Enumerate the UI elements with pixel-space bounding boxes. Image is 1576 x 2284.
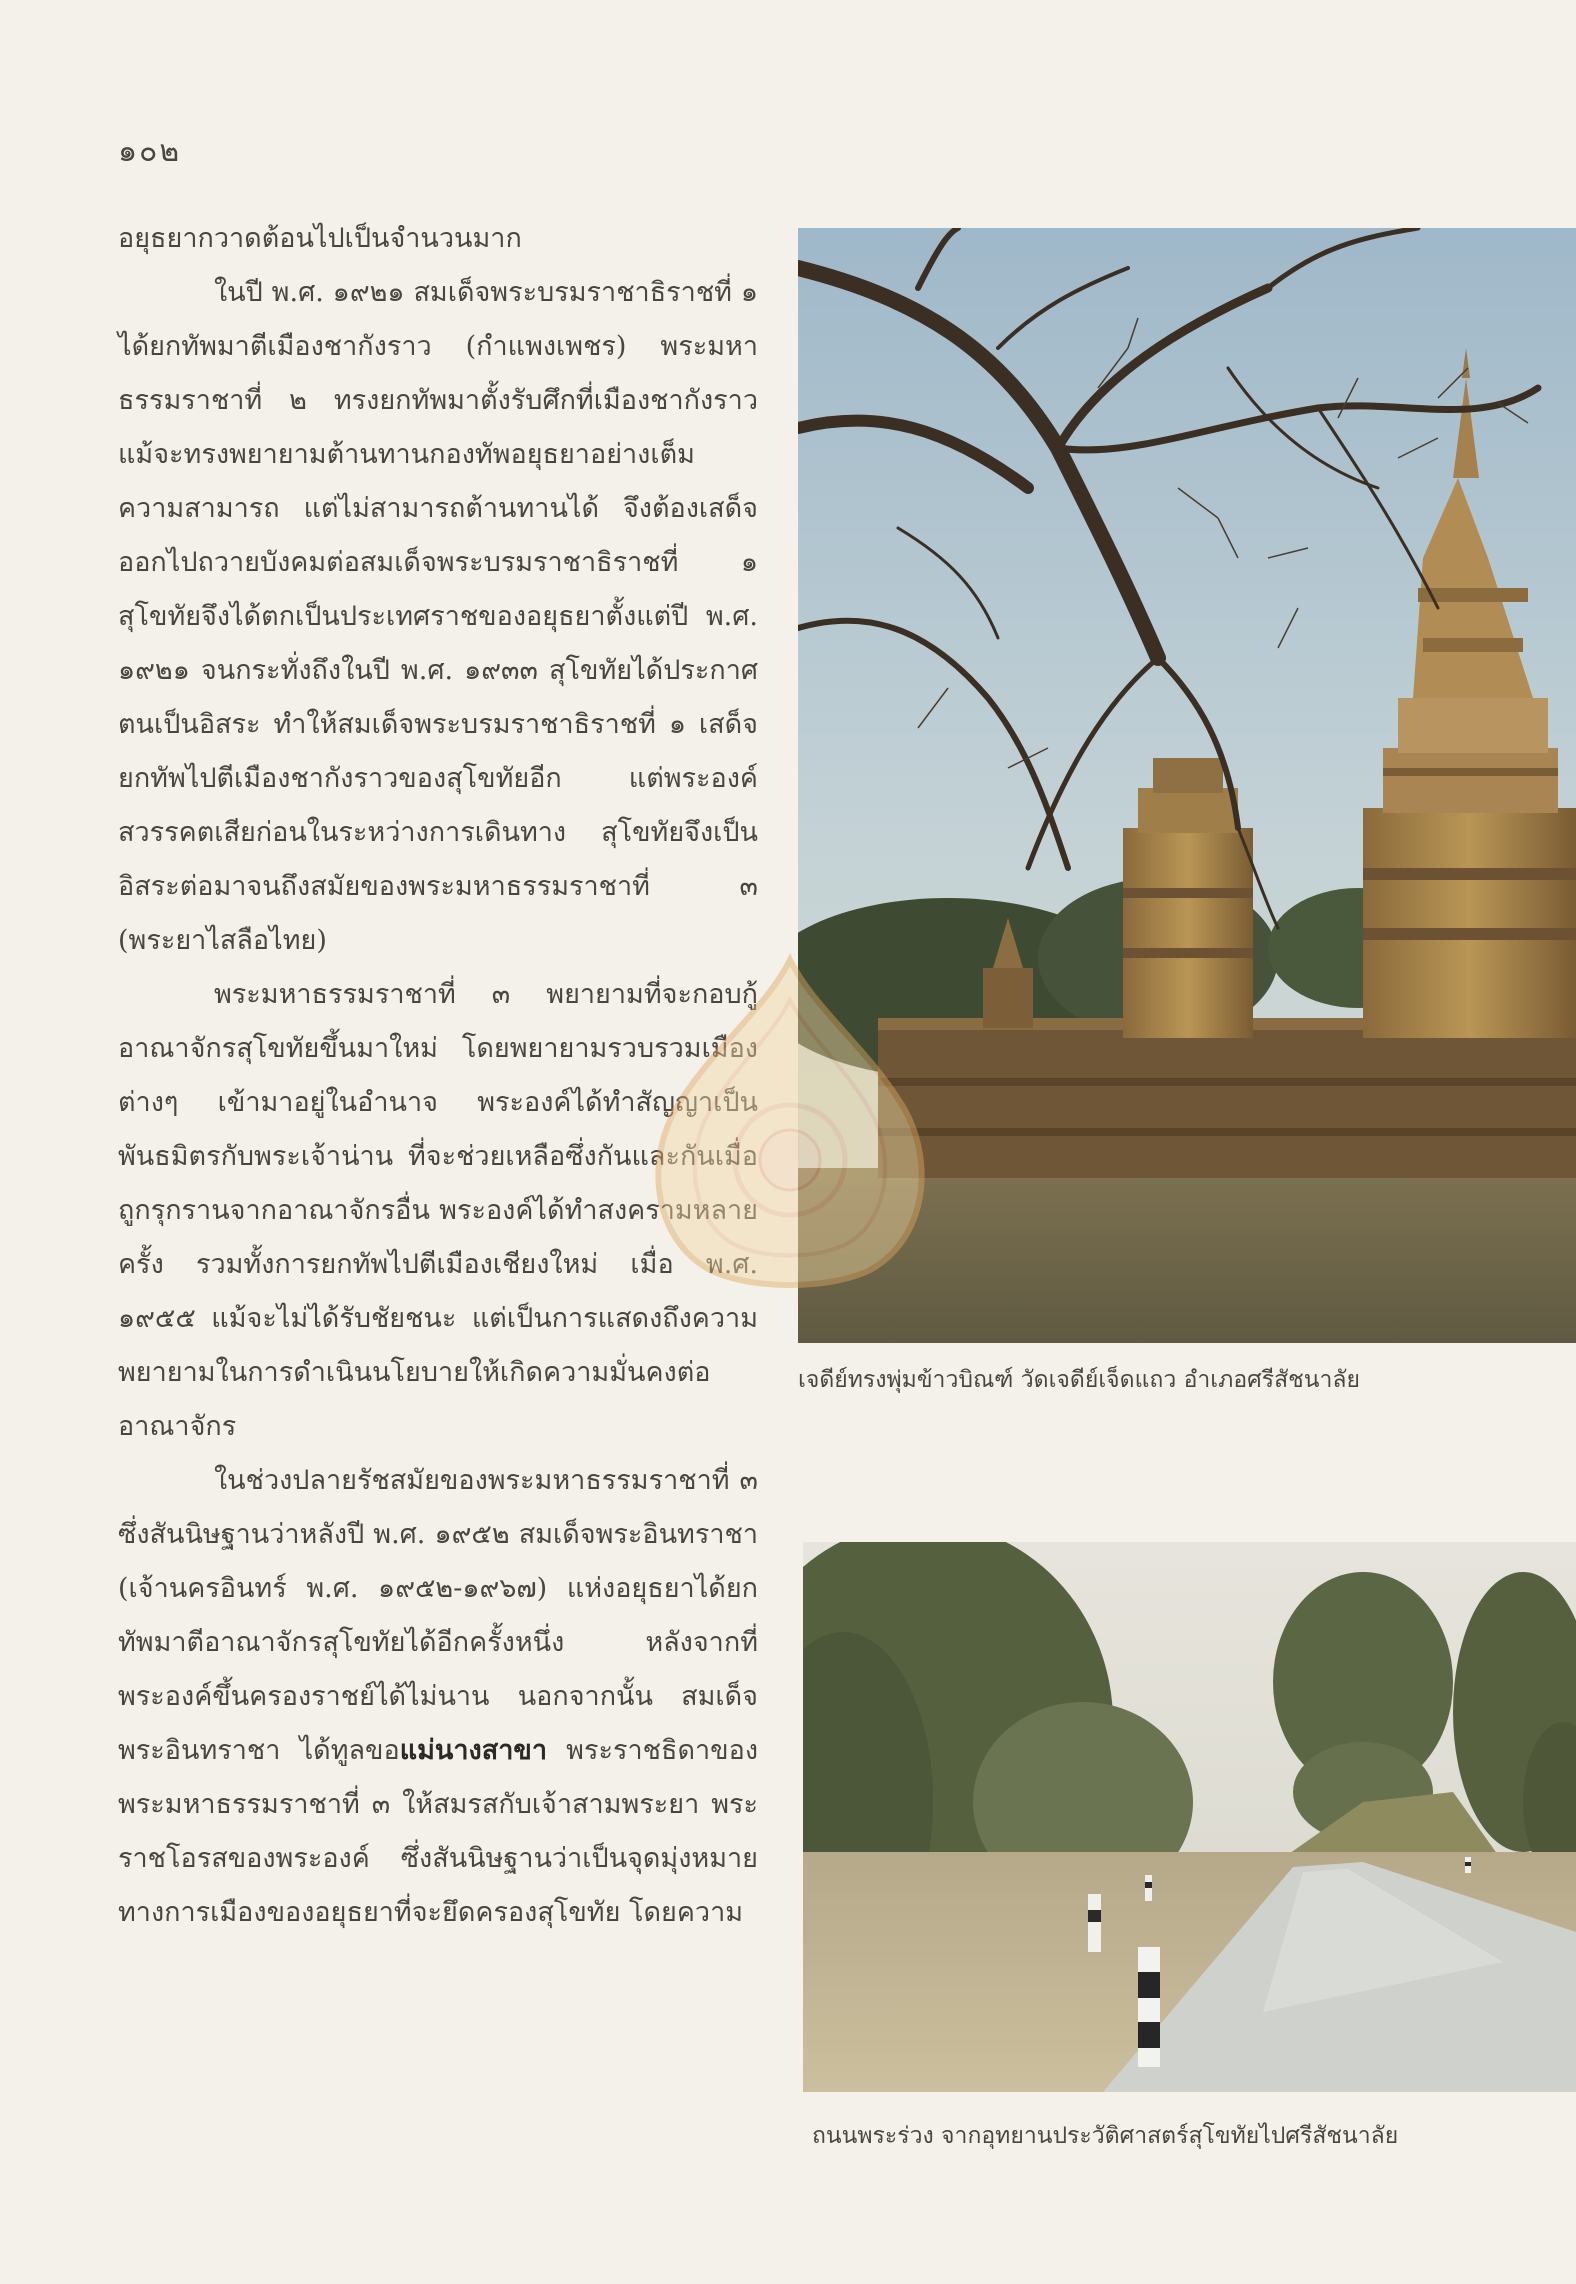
photo-phra-ruang-road xyxy=(803,1542,1576,2092)
page-number: ๑๐๒ xyxy=(118,134,182,169)
road-photo-illustration xyxy=(803,1542,1576,2092)
paragraph-3 xyxy=(118,1454,758,1940)
bold-name-mae-nang-sakha: แม่นางสาขา xyxy=(399,1735,547,1766)
paragraph-3-tail: พระราชธิดาของพระมหาธรรมราชาที่ ๓ ให้สมรสกับเจ้าสามพระยา พระราชโอรสของพระองค์ ซึ่งสันนิษฐานว่าเป็นจุดมุ่งหมายทางการเมืองของอยุธยาที่จะยึดครองสุโขทัย โดยความ xyxy=(118,1735,758,1928)
watermark-seal-logo xyxy=(640,950,940,1290)
paragraph-continuation: อยุธยากวาดต้อนไปเป็นจำนวนมาก xyxy=(118,223,522,254)
paragraph-2: พระมหาธรรมราชาที่ ๓ พยายามที่จะกอบกู้อาณาจักรสุโขทัยขึ้นมาใหม่ โดยพยายามรวบรวมเมืองต่างๆ เข้ามาอยู่ในอำนาจ พระองค์ได้ทำสัญญาเป็นพันธมิตรกับพระเจ้าน่าน ที่จะช่วยเหลือซึ่งกันและกันเมื่อถูกรุกรานจากอาณาจักรอื่น พระองค์ได้ทำสงครามหลายครั้ง รวมทั้งการยกทัพไปตีเมืองเชียงใหม่ เมื่อ พ.ศ. ๑๙๕๕ แม้จะไม่ได้รับชัยชนะ แต่เป็นการแสดงถึงความพยายามในการดำเนินนโยบายให้เกิดความมั่นคงต่ออาณาจักร xyxy=(118,979,758,1442)
photo-caption-2: ถนนพระร่วง จากอุทยานประวัติศาสตร์สุโขทัยไปศรีสัชนาลัย xyxy=(812,2123,1399,2149)
paragraph-1: ในปี พ.ศ. ๑๙๒๑ สมเด็จพระบรมราชาธิราชที่ ๑ ได้ยกทัพมาตีเมืองชากังราว (กำแพงเพชร) พระมหาธรรมราชาที่ ๒ ทรงยกทัพมาตั้งรับศึกที่เมืองชากังราว แม้จะทรงพยายามต้านทานกองทัพอยุธยาอย่างเต็มความสามารถ แต่ไม่สามารถต้านทานได้ จึงต้องเสด็จออกไปถวายบังคมต่อสมเด็จพระบรมราชาธิราชที่ ๑ สุโขทัยจึงได้ตกเป็นประเทศราชของอยุธยาตั้งแต่ปี พ.ศ. ๑๙๒๑ จนกระทั่งถึงในปี พ.ศ. ๑๙๓๓ สุโขทัยได้ประกาศตนเป็นอิสระ ทำให้สมเด็จพระบรมราชาธิราชที่ ๑ เสด็จยกทัพไปตีเมืองชากังราวของสุโขทัยอีก แต่พระองค์สวรรคตเสียก่อนในระหว่างการเดินทาง สุโขทัยจึงเป็นอิสระต่อมาจนถึงสมัยของพระมหาธรรมราชาที่ ๓ (พระยาไสลือไทย) xyxy=(118,277,758,956)
photo-caption-1: เจดีย์ทรงพุ่มข้าวบิณฑ์ วัดเจดีย์เจ็ดแถว อำเภอศรีสัชนาลัย xyxy=(798,1367,1360,1393)
paragraph-3-lead: ในช่วงปลายรัชสมัยของพระมหาธรรมราชาที่ ๓ ซึ่งสันนิษฐานว่าหลังปี พ.ศ. ๑๙๕๒ สมเด็จพระอินทราชา (เจ้านครอินทร์ พ.ศ. ๑๙๕๒-๑๙๖๗) แห่งอยุธยาได้ยกทัพมาตีอาณาจักรสุโขทัยได้อีกครั้งหนึ่ง หลังจากที่พระองค์ขึ้นครองราชย์ได้ไม่นาน นอกจากนั้น สมเด็จพระอินทราชา ได้ทูลขอ xyxy=(118,1465,758,1766)
